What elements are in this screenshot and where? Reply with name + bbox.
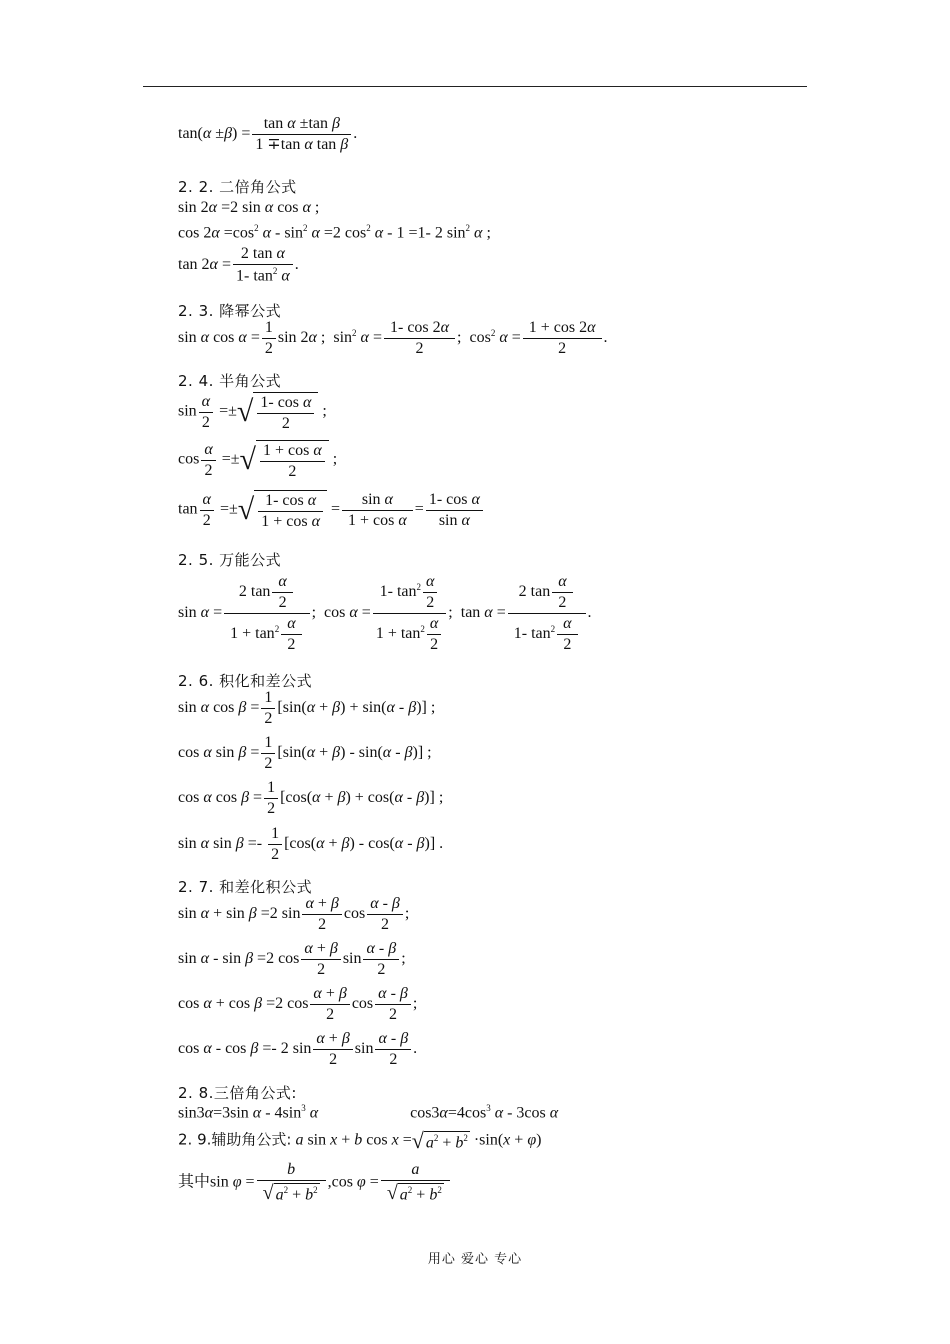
formula-auxiliary-phase: 其中sin φ = $\frac{b}{√ a^2 + b^2}$ ,cos φ = $\frac{a}{√ a^2 + b^2}$ (178, 1162, 452, 1203)
formula-power-reduction: sin α cos α = $\frac{1}{2}$ sin 2α ; $\sin^2 \alpha$ = $\frac{1- \cos 2\alpha}{2}$ ; $\cos^2 \alpha$ = $\frac{1 + \cos 2\alpha}{2}$ . (178, 319, 608, 357)
auxiliary-prefix: 其中 (178, 1171, 211, 1191)
section-heading-power-reduction: 2. 3. 降幂公式 (178, 302, 282, 320)
formula-sum-1: sin α + sin β =2 sin $\frac{\alpha + \beta}{2}$ cos $\frac{\alpha - \beta}{2}$ ; (178, 895, 410, 933)
formula-sin-half: sin $\frac{\alpha}{2}$ =±√ $\frac{\text{1- cos α}}{2}$ ; (178, 392, 327, 432)
formula-universal: sin α = 2 tan $\frac{\alpha}{2}$ $1 + \tan^2$ $\frac{\alpha}{2}$ ; cos α = 1- $\tan^2$ $\frac{\alpha}{2}$ $1 + \tan^2$ $\frac{\alpha}{2}$ ; tan α = 2 tan $\frac{\alpha}{2}$ 1- $\tan^2$ $\frac{\alpha}{2}$ . (178, 573, 592, 653)
formula-product-4: sin α sin β =- $\frac{1}{2}$ [cos(α + β) - cos(α - β)] . (178, 825, 444, 863)
section-heading-universal: 2. 5. 万能公式 (178, 551, 282, 569)
page-footer: 用心 爱心 专心 (427, 1252, 523, 1267)
section-heading-sum-to-product: 2. 7. 和差化积公式 (178, 878, 313, 896)
section-heading-product-to-sum: 2. 6. 积化和差公式 (178, 672, 313, 690)
section-heading-half-angle: 2. 4. 半角公式 (178, 372, 282, 390)
section-heading-triple-angle: 2. 8.三倍角公式: (178, 1084, 297, 1102)
header-rule (143, 86, 807, 87)
formula-sum-3: cos α + cos β =2 cos $\frac{\alpha + \beta}{2}$ cos $\frac{\alpha - \beta}{2}$ ; (178, 985, 418, 1023)
formula-cos-half: cos $\frac{\alpha}{2}$ =±√ $\frac{\text{1 + cos α}}{2}$ ; (178, 440, 338, 480)
formula-auxiliary: 2. 9.辅助角公式: a sin x + b cos x =√ $a^2 + b^2 \cdot\sin(x + \varphi)$ (178, 1128, 542, 1153)
section-heading-auxiliary: 2. 9.辅助角公式: (178, 1130, 292, 1149)
formula-tan-half: tan $\frac{\alpha}{2}$ =±√ $\frac{\text{1- cos α}}{\text{1 + cos α}}$ = $\frac{\text{sin α}}{\text{1 + cos α}}$ = $\frac{\text{1- cos α}}{\text{sin α}}$ (178, 490, 485, 530)
formula-product-3: cos α cos β = $\frac{1}{2}$ [cos(α + β) + cos(α - β)] ; (178, 779, 444, 817)
section-heading-double-angle: 2. 2. 二倍角公式 (178, 178, 297, 196)
formula-sin-2a: sin 2α =2 sin α cos α ; (178, 199, 320, 216)
formula-cos-2a: $\cos 2\alpha =\cos^2$ $\alpha - \sin^2 \alpha =2$ $\cos^2 \alpha - 1 =1-$ 2 $\sin^2 \alpha$ ; (178, 223, 491, 242)
formula-product-2: cos α sin β = $\frac{1}{2}$ [sin(α + β) - sin(α - β)] ; (178, 734, 432, 772)
formula-sum-4: cos α - cos β =- 2 sin $\frac{\alpha + \beta}{2}$ sin $\frac{\alpha - \beta}{2}$ . (178, 1030, 418, 1068)
formula-sum-2: sin α - sin β =2 cos $\frac{\alpha + \beta}{2}$ sin $\frac{\alpha - \beta}{2}$ ; (178, 940, 406, 978)
formula-tan-sum: tan(α ±β) = $\frac{\text{tan α ±tan β}}{\text{1 ∓tan α tan β}}$ . (178, 115, 358, 153)
formula-tan-2a: tan 2α = $\frac{\text{2 tan α}}{1- \tan^2 \alpha}$ . (178, 245, 299, 285)
formula-triple: sin3α=3sin α - $4\sin^3$ α $\cos 3\alpha=4\cos^3$ α - 3cos α (178, 1103, 559, 1122)
formula-product-1: sin α cos β = $\frac{1}{2}$ [sin(α + β) + sin(α - β)] ; (178, 689, 436, 727)
